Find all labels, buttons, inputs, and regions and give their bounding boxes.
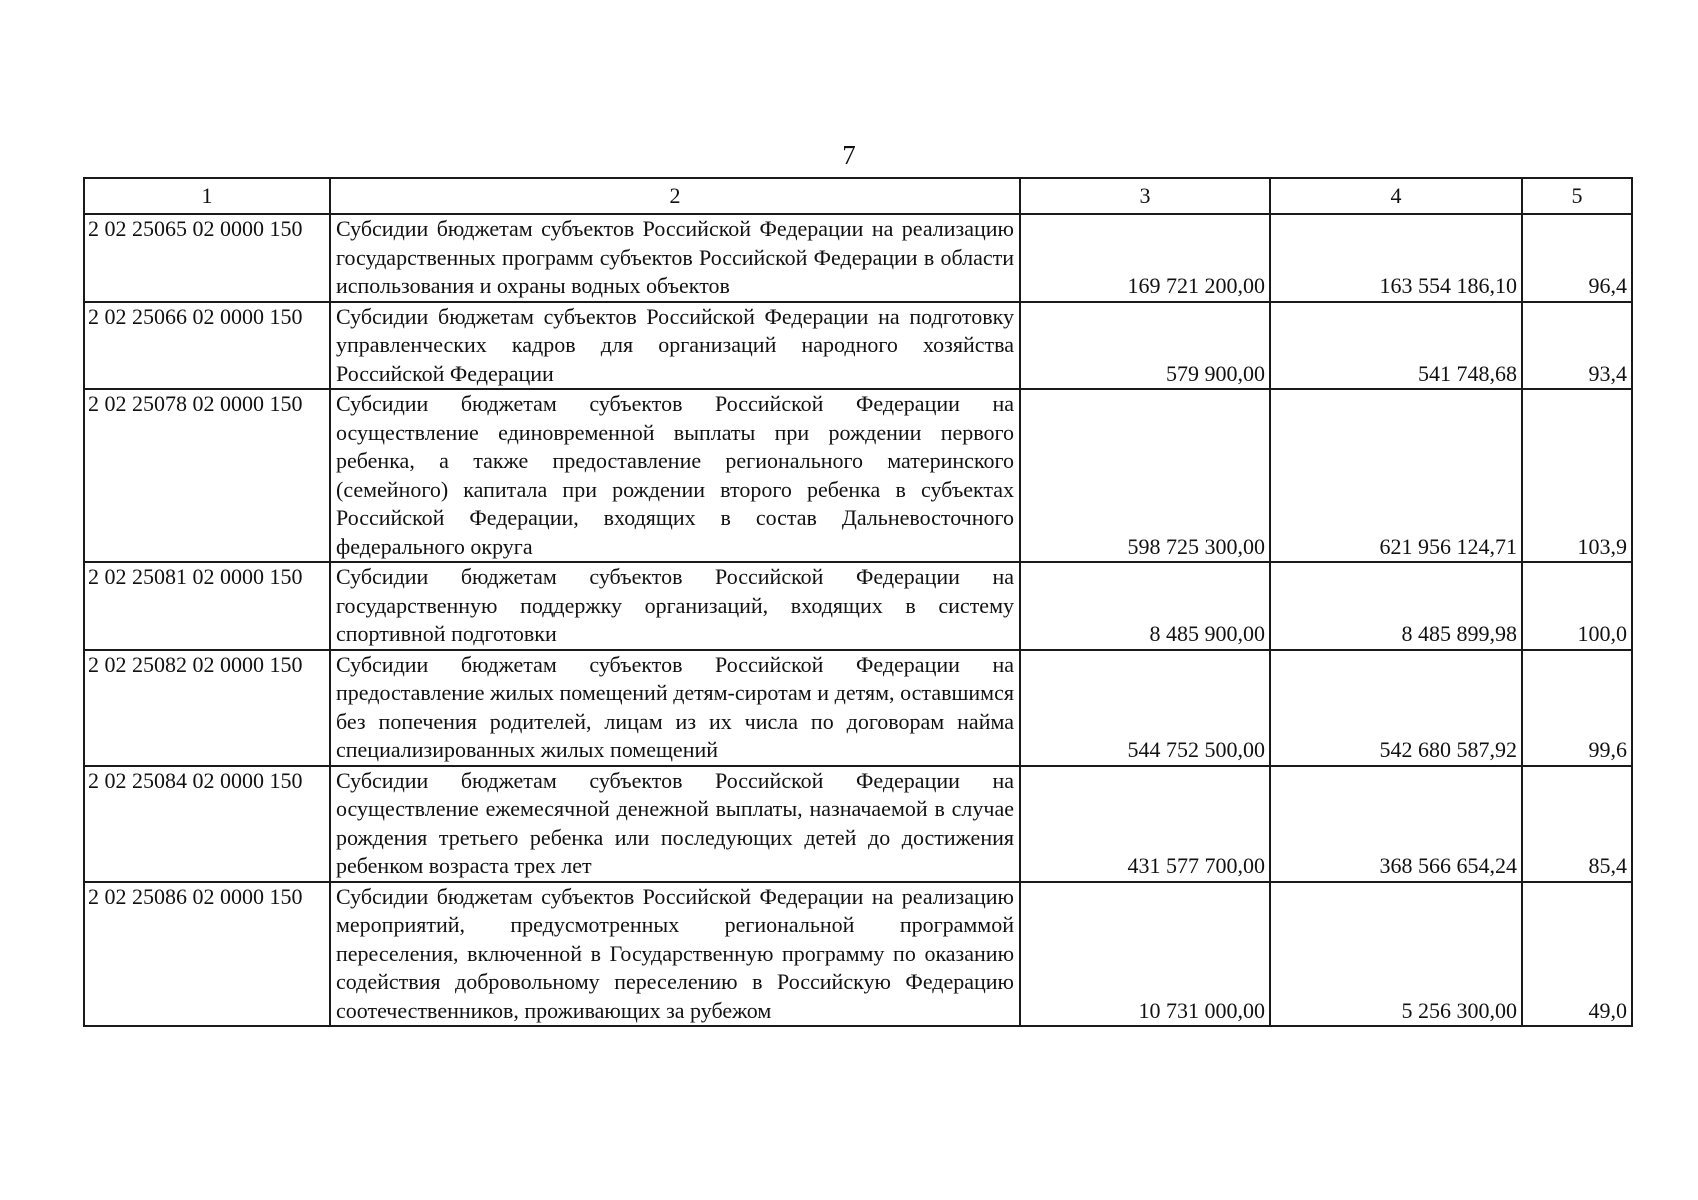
table-row <box>84 766 1632 882</box>
table-row <box>84 302 1632 390</box>
fact-amount-cell: 621 956 124,71 <box>1270 389 1522 562</box>
table-row <box>84 562 1632 650</box>
plan-amount-cell: 579 900,00 <box>1020 302 1270 390</box>
description-cell: Субсидии бюджетам субъектов Российской Федерации на предоставление жилых помещений детям-сиротам и детям, оставшимся без попечения родителей, лицам из их числа по договорам найма специализированных жилых помещений <box>330 650 1020 766</box>
plan-amount-cell: 169 721 200,00 <box>1020 214 1270 302</box>
fact-amount-cell: 163 554 186,10 <box>1270 214 1522 302</box>
description-cell: Субсидии бюджетам субъектов Российской Федерации на государственную поддержку организаций, входящих в систему спортивной подготовки <box>330 562 1020 650</box>
budget-code-cell: 2 02 25078 02 0000 150 <box>84 389 330 562</box>
table-row <box>84 650 1632 766</box>
description-cell: Субсидии бюджетам субъектов Российской Федерации на реализацию мероприятий, предусмотренных региональной программой переселения, включенной в Государственную программу по оказанию содействия добровольному переселению в Российскую Федерацию соотечественников, проживающих за рубежом <box>330 882 1020 1027</box>
fact-amount-cell: 5 256 300,00 <box>1270 882 1522 1027</box>
description-cell: Субсидии бюджетам субъектов Российской Федерации на подготовку управленческих кадров для организаций народного хозяйства Российской Федерации <box>330 302 1020 390</box>
plan-amount-cell: 10 731 000,00 <box>1020 882 1270 1027</box>
budget-code-cell: 2 02 25065 02 0000 150 <box>84 214 330 302</box>
budget-code-cell: 2 02 25084 02 0000 150 <box>84 766 330 882</box>
budget-code-cell: 2 02 25086 02 0000 150 <box>84 882 330 1027</box>
table-header-row <box>84 178 1632 214</box>
plan-amount-cell: 598 725 300,00 <box>1020 389 1270 562</box>
description-cell: Субсидии бюджетам субъектов Российской Федерации на осуществление ежемесячной денежной выплаты, назначаемой в случае рождения третьего ребенка или последующих детей до достижения ребенком возраста трех лет <box>330 766 1020 882</box>
percent-cell: 99,6 <box>1522 650 1632 766</box>
fact-amount-cell: 8 485 899,98 <box>1270 562 1522 650</box>
column-header: 5 <box>1522 178 1632 214</box>
plan-amount-cell: 431 577 700,00 <box>1020 766 1270 882</box>
percent-cell: 103,9 <box>1522 389 1632 562</box>
table-row <box>84 389 1632 562</box>
description-cell: Субсидии бюджетам субъектов Российской Федерации на реализацию государственных программ субъектов Российской Федерации в области использования и охраны водных объектов <box>330 214 1020 302</box>
plan-amount-cell: 544 752 500,00 <box>1020 650 1270 766</box>
table-row <box>84 214 1632 302</box>
percent-cell: 93,4 <box>1522 302 1632 390</box>
percent-cell: 100,0 <box>1522 562 1632 650</box>
column-header: 1 <box>84 178 330 214</box>
page-number: 7 <box>842 140 856 170</box>
budget-code-cell: 2 02 25066 02 0000 150 <box>84 302 330 390</box>
plan-amount-cell: 8 485 900,00 <box>1020 562 1270 650</box>
budget-code-cell: 2 02 25082 02 0000 150 <box>84 650 330 766</box>
table-row <box>84 882 1632 1027</box>
fact-amount-cell: 542 680 587,92 <box>1270 650 1522 766</box>
fact-amount-cell: 541 748,68 <box>1270 302 1522 390</box>
percent-cell: 96,4 <box>1522 214 1632 302</box>
column-header: 4 <box>1270 178 1522 214</box>
percent-cell: 49,0 <box>1522 882 1632 1027</box>
column-header: 2 <box>330 178 1020 214</box>
description-cell: Субсидии бюджетам субъектов Российской Федерации на осуществление единовременной выплаты при рождении первого ребенка, а также предоставление регионального материнского (семейного) капитала при рождении второго ребенка в субъектах Российской Федерации, входящих в состав Дальневосточного федерального округа <box>330 389 1020 562</box>
budget-table <box>83 177 1633 1027</box>
percent-cell: 85,4 <box>1522 766 1632 882</box>
column-header: 3 <box>1020 178 1270 214</box>
fact-amount-cell: 368 566 654,24 <box>1270 766 1522 882</box>
budget-code-cell: 2 02 25081 02 0000 150 <box>84 562 330 650</box>
